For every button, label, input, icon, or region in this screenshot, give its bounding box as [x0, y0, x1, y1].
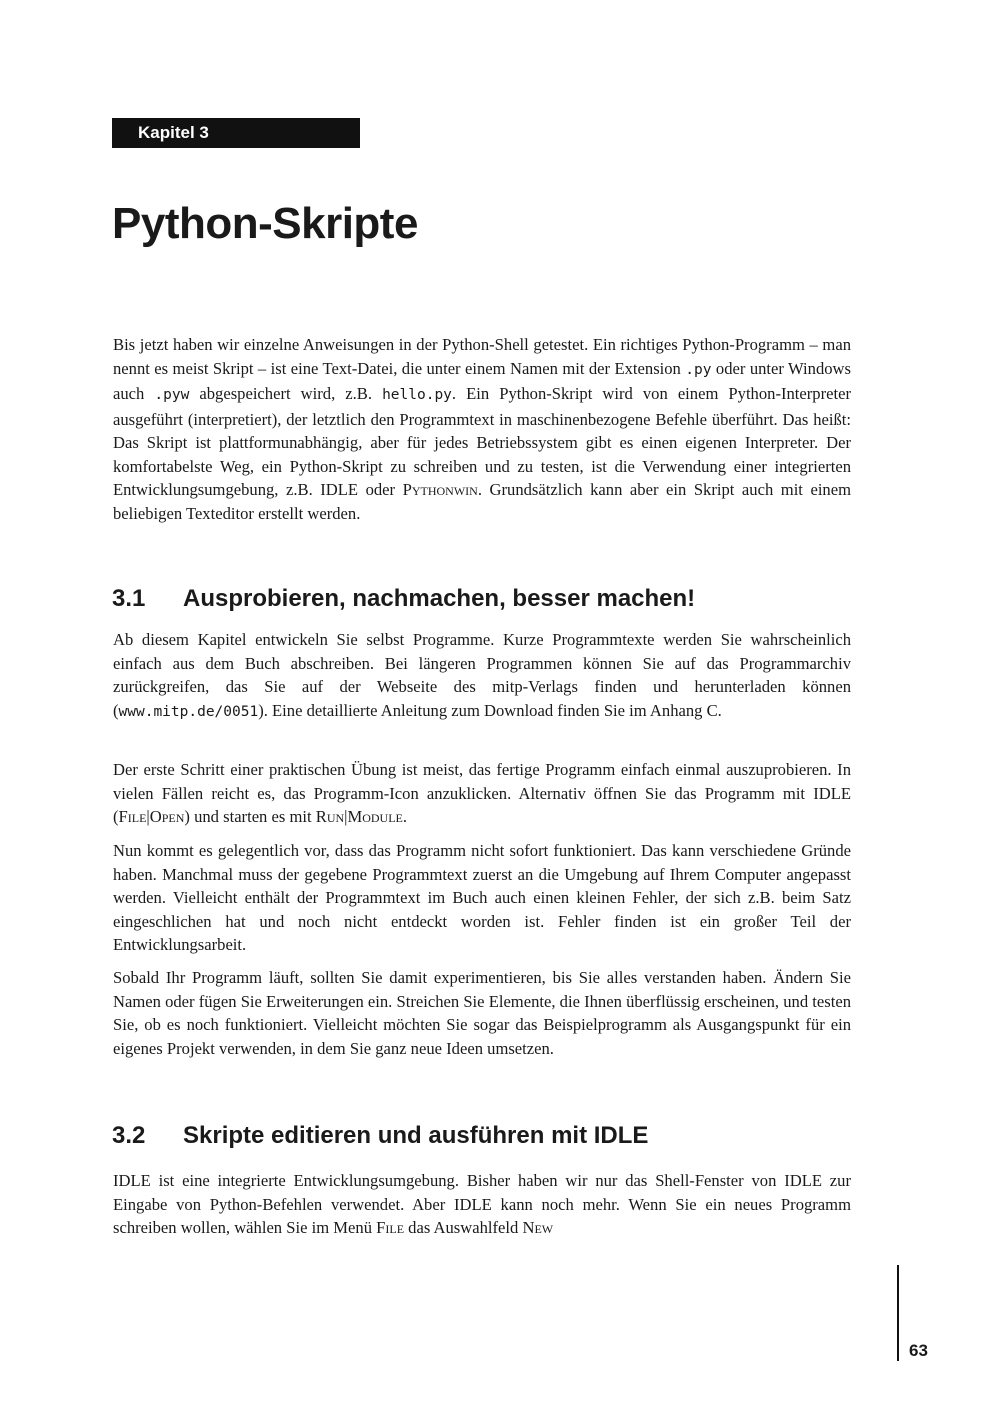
chapter-label: Kapitel 3	[138, 123, 209, 142]
menu-path: Run|Module	[315, 807, 403, 826]
page-margin-rule	[897, 1265, 899, 1361]
menu-path: File	[376, 1218, 405, 1237]
section-title: Ausprobieren, nachmachen, besser machen!	[183, 585, 696, 612]
product-name: Pythonwin	[402, 480, 478, 499]
section-3-2-paragraph-1: IDLE ist eine integrierte Entwicklungsumgebung. Bisher haben wir nur das Shell-Fenster von IDLE zur Eingabe von Python-Befehlen verwendet. Aber IDLE kann noch mehr. Wenn Sie ein neues Programm schreiben wollen, wählen Sie im Menü File das Auswahlfeld New	[113, 1171, 851, 1237]
section-number: 3.1	[112, 585, 146, 612]
section-number: 3.2	[112, 1122, 146, 1149]
section-heading-3-1	[112, 583, 695, 615]
section-heading-3-2	[112, 1120, 648, 1152]
page-number: 63	[909, 1341, 928, 1360]
section-3-1-paragraph-3: Nun kommt es gelegentlich vor, dass das Programm nicht sofort funktioniert. Das kann verschiedene Gründe haben. Manchmal muss der gegebene Programmtext zuerst an die Umgebung auf Ihrem Computer angepasst werden. Vielleicht enthält der Programmtext im Buch auch einen kleinen Fehler, der sich z.B. beim Satz eingeschlichen hat und noch nicht entdeckt worden ist. Fehler finden ist ein großer Teil der Entwicklungsarbeit.	[113, 841, 851, 954]
intro-paragraph: Bis jetzt haben wir einzelne Anweisungen in der Python-Shell getestet. Ein richtiges Python-Programm – man nennt es meist Skript – ist eine Text-Datei, die unter einem Namen mit der Extension .py oder unter Windows auch .pyw abgespeichert wird, z.B. hello.py. Ein Python-Skript wird von einem Python-Interpreter ausgeführt (interpretiert), der letztlich den Programmtext in maschinenbezogene Befehle überführt. Das heißt: Das Skript ist plattformunabhängig, aber für jedes Betriebssystem gibt es einen eigenen Interpreter. Der komfortabelste Weg, ein Python-Skript zu schreiben und zu testen, ist die Verwendung einer integrierten Entwicklungsumgebung, z.B. IDLE oder Pythonwin. Grundsätzlich kann aber ein Skript auch mit einem beliebigen Texteditor erstellt werden.	[113, 335, 851, 523]
inline-code: .pyw	[154, 387, 190, 403]
section-3-1-paragraph-2: Der erste Schritt einer praktischen Übung ist meist, das fertige Programm einfach einmal auszuprobieren. In vielen Fällen reicht es, das Programm-Icon anzuklicken. Alternativ öffnen Sie das Programm mit IDLE (File|Open) und starten es mit Run|Module.	[113, 760, 851, 826]
section-3-1-paragraph-4: Sobald Ihr Programm läuft, sollten Sie damit experimentieren, bis Sie alles verstanden haben. Ändern Sie Namen oder fügen Sie Erweiterungen ein. Streichen Sie Elemente, die Ihnen überflüssig erscheinen, und testen Sie, ob es noch funktioniert. Vielleicht möchten Sie sogar das Beispielprogramm als Ausgangspunkt für ein eigenes Projekt verwenden, in dem Sie ganz neue Ideen umsetzen.	[113, 968, 851, 1058]
inline-url: www.mitp.de/0051	[118, 703, 259, 720]
section-title: Skripte editieren und ausführen mit IDLE	[183, 1122, 649, 1149]
section-3-1-paragraph-1: Ab diesem Kapitel entwickeln Sie selbst Programme. Kurze Programmtexte werden Sie wahrscheinlich einfach aus dem Buch abschreiben. Bei längeren Programmen können Sie auf das Programmarchiv zurückgreifen, das Sie auf der Webseite des mitp-Verlags finden und herunterladen können (www.mitp.de/0051). Eine detaillierte Anleitung zum Download finden Sie im Anhang C.	[113, 630, 851, 720]
inline-code: hello.py	[382, 387, 452, 403]
inline-code: .py	[685, 361, 712, 378]
chapter-label-bar	[112, 118, 360, 148]
menu-path: New	[522, 1218, 554, 1237]
menu-path: File|Open	[118, 807, 185, 826]
chapter-title: Python-Skripte	[112, 199, 418, 248]
